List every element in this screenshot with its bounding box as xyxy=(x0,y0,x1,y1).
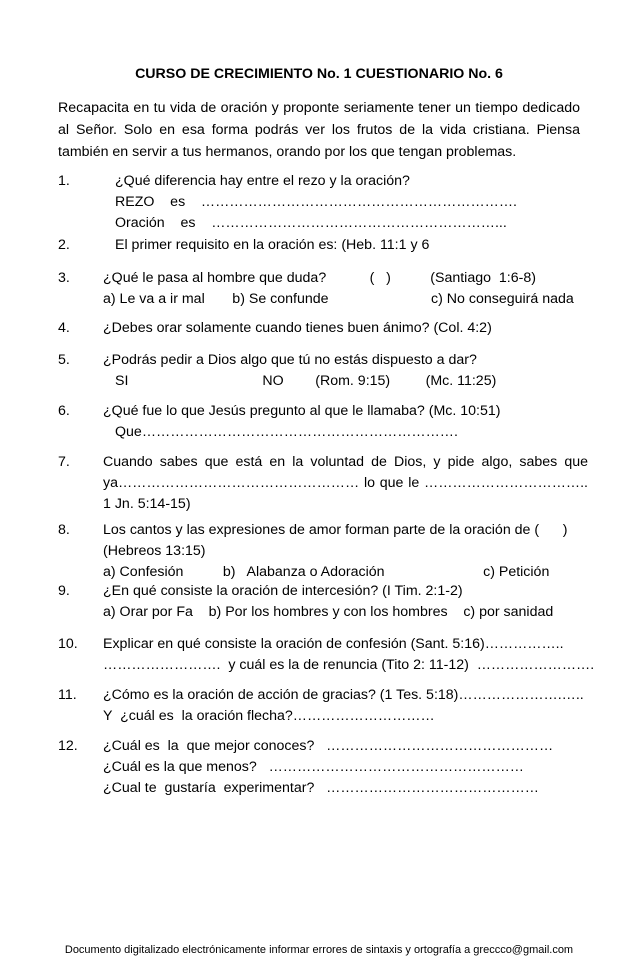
question-text: ¿Podrás pedir a Dios algo que tú no estás dispuesto a dar? xyxy=(103,352,477,368)
answer-line-rezo: REZO es …………………………………………………………. xyxy=(115,194,517,210)
question-number: 3. xyxy=(58,270,70,286)
question-text: Cuando sabes que está en la voluntad de Dios, y pide algo, sabes que ya…………………………………………… lo que le …………………………….. 1 Jn. 5:14-15) xyxy=(103,454,588,512)
question-text: ¿Qué le pasa al hombre que duda? ( ) (Santiago 1:6-8) xyxy=(103,270,536,286)
question-text: Los cantos y las expresiones de amor forman parte de la oración de ( ) xyxy=(103,522,568,538)
intro-paragraph: Recapacita en tu vida de oración y proponte seriamente tener un tiempo dedicado al Señor. Solo en esa forma podrás ver los frutos de la vida cristiana. Piensa también en servir a tus hermanos, orando por los que tengan problemas. xyxy=(58,100,580,160)
question-number: 1. xyxy=(58,173,70,189)
question-number: 4. xyxy=(58,320,70,336)
question-number: 6. xyxy=(58,403,70,419)
answer-line-oracion: Oración es ……………………………………………………... xyxy=(115,215,507,231)
answer-options: a) Le va a ir mal b) Se confunde c) No conseguirá nada xyxy=(103,291,574,307)
answer-line: Que…………………………………………………………. xyxy=(115,424,458,440)
question-number: 9. xyxy=(58,583,70,599)
page-title: CURSO DE CRECIMIENTO No. 1 CUESTIONARIO No. 6 xyxy=(135,66,503,82)
footer-note: Documento digitalizado electrónicamente informar errores de sintaxis y ortografía a greccco@gmail.com xyxy=(64,944,574,956)
question-continuation: ……………………. y cuál es la de renuncia (Tito 2: 11-12) ……………………. xyxy=(103,657,595,673)
question-text: ¿Cual te gustaría experimentar? ……………………………………… xyxy=(103,780,539,796)
question-reference: (Hebreos 13:15) xyxy=(103,543,206,559)
answer-options: a) Confesión b) Alabanza o Adoración c) Petición xyxy=(103,564,550,580)
question-text: ¿Qué diferencia hay entre el rezo y la oración? xyxy=(115,173,410,189)
question-number: 5. xyxy=(58,352,70,368)
question-text: ¿Debes orar solamente cuando tienes buen ánimo? (Col. 4:2) xyxy=(103,320,492,336)
question-number: 7. xyxy=(58,454,70,470)
question-text: El primer requisito en la oración es: (Heb. 11:1 y 6 xyxy=(115,237,430,253)
question-text: ¿Cuál es la que mejor conoces? ………………………………………… xyxy=(103,738,554,754)
question-text: Explicar en qué consiste la oración de confesión (Sant. 5:16)…………….. xyxy=(103,636,564,652)
answer-options: a) Orar por Fa b) Por los hombres y con los hombres c) por sanidad xyxy=(103,604,554,620)
question-number: 11. xyxy=(58,687,77,703)
question-text: ¿Cuál es la que menos? ……………………………………………… xyxy=(103,759,524,775)
question-text: ¿En qué consiste la oración de intercesión? (I Tim. 2:1-2) xyxy=(103,583,463,599)
question-number: 10. xyxy=(58,636,78,652)
question-number: 8. xyxy=(58,522,70,538)
question-text: ¿Qué fue lo que Jesús pregunto al que le llamaba? (Mc. 10:51) xyxy=(103,403,501,419)
question-continuation: Y ¿cuál es la oración flecha?………………………… xyxy=(103,708,435,724)
question-number: 2. xyxy=(58,237,70,253)
question-number: 12. xyxy=(58,738,78,754)
answer-options: SI NO (Rom. 9:15) (Mc. 11:25) xyxy=(115,373,497,389)
question-text: ¿Cómo es la oración de acción de gracias? (1 Tes. 5:18)………………….….. xyxy=(103,687,584,703)
